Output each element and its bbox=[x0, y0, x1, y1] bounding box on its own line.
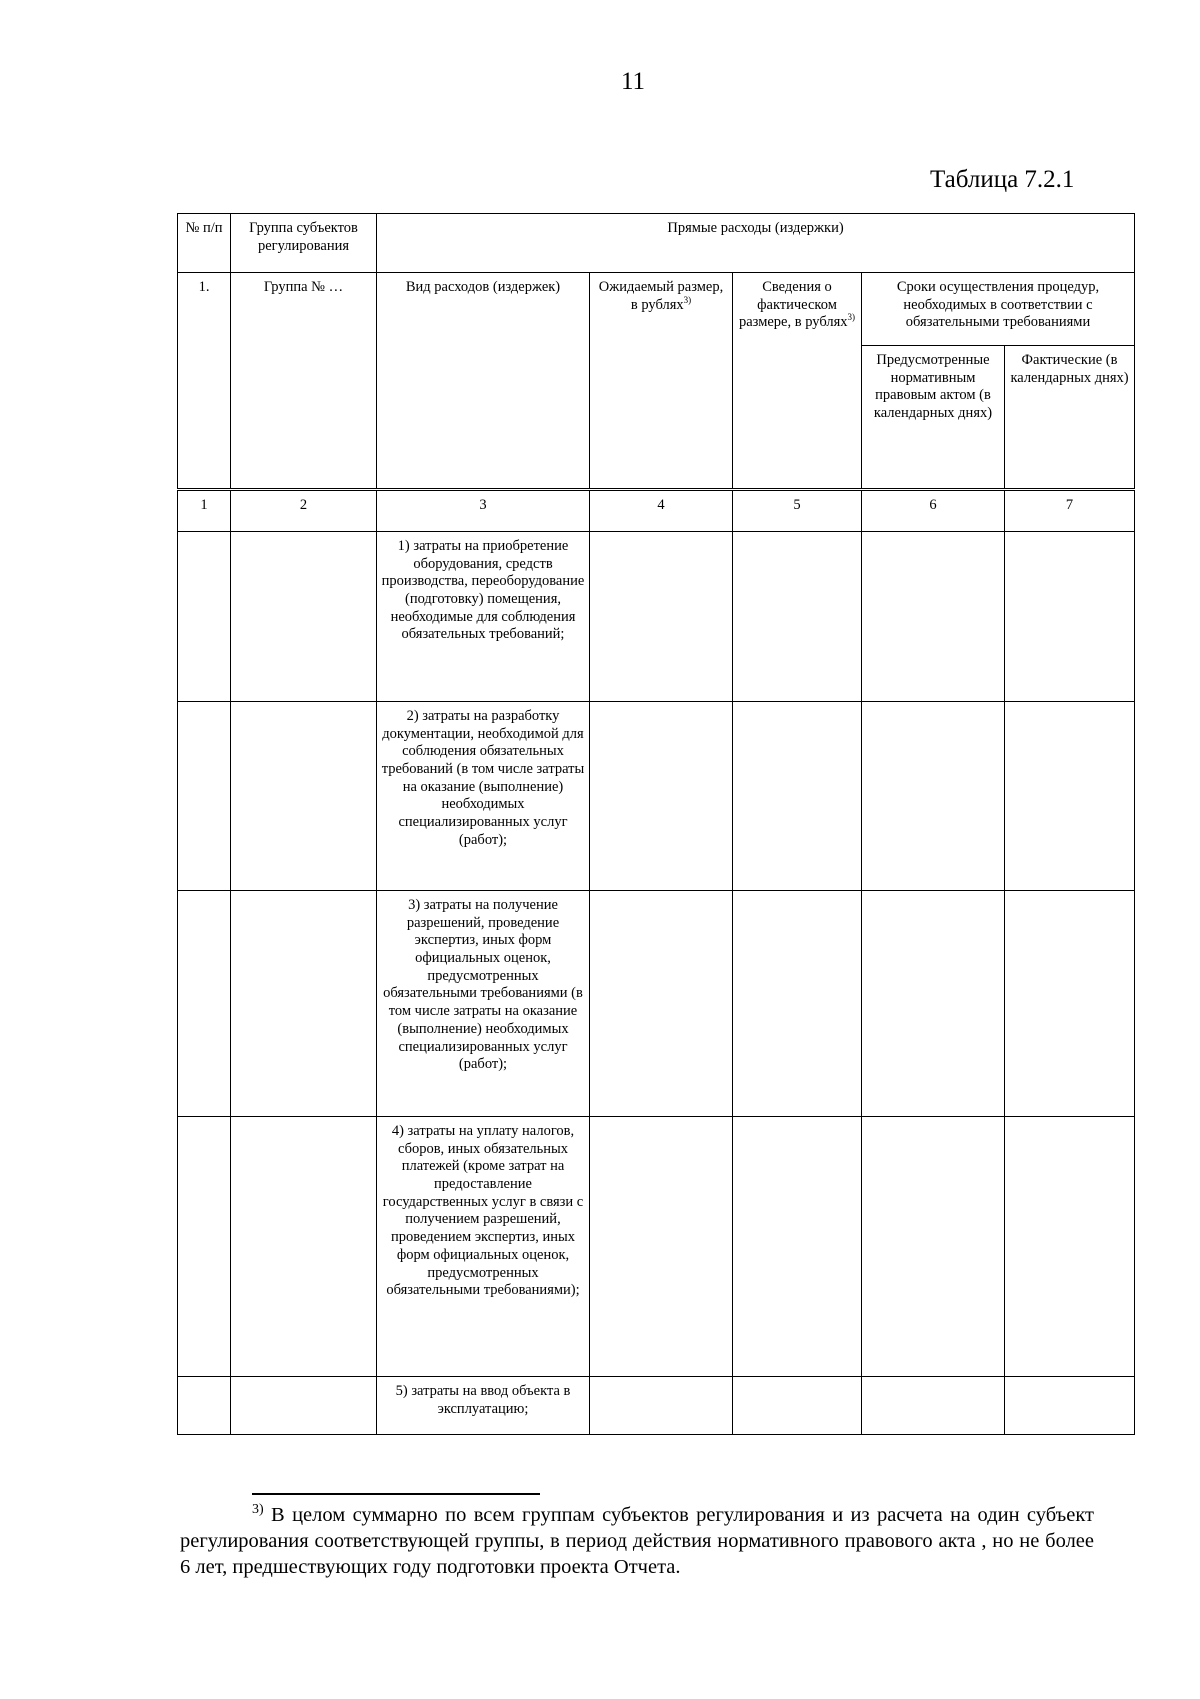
empty-cell bbox=[590, 891, 733, 1117]
column-number: 1 bbox=[178, 490, 231, 532]
expense-type-cell: 2) затраты на разработку документации, необходимой для соблюдения обязательных требований (в том числе затраты на оказание (выполнение) необходимых специализированных услуг (работ); bbox=[377, 702, 590, 891]
empty-cell bbox=[1005, 702, 1135, 891]
empty-cell bbox=[231, 891, 377, 1117]
expense-type-cell: 1) затраты на приобретение оборудования, средств производства, переоборудование (подготовку) помещения, необходимые для соблюдения обязательных требований; bbox=[377, 532, 590, 702]
footnote bbox=[180, 1502, 1094, 1581]
column-number: 3 bbox=[377, 490, 590, 532]
header-deadlines: Сроки осуществления процедур, необходимых в соответствии с обязательными требованиями bbox=[862, 273, 1135, 346]
column-number: 5 bbox=[733, 490, 862, 532]
table-row bbox=[178, 891, 1135, 1117]
empty-cell bbox=[231, 1377, 377, 1435]
empty-cell bbox=[231, 702, 377, 891]
table-row bbox=[178, 702, 1135, 891]
header-direct-costs: Прямые расходы (издержки) bbox=[377, 214, 1135, 273]
footnote-ref: 3) bbox=[683, 294, 692, 305]
empty-cell bbox=[862, 891, 1005, 1117]
header-actual-days: Фактические (в календарных днях) bbox=[1005, 346, 1135, 490]
empty-cell bbox=[862, 1377, 1005, 1435]
empty-cell bbox=[733, 1117, 862, 1377]
empty-cell bbox=[231, 1117, 377, 1377]
empty-cell bbox=[178, 1377, 231, 1435]
empty-cell bbox=[1005, 532, 1135, 702]
empty-cell bbox=[733, 1377, 862, 1435]
table-row bbox=[178, 1377, 1135, 1435]
header-planned: Предусмотренные нормативным правовым актом (в календарных днях) bbox=[862, 346, 1005, 490]
empty-cell bbox=[862, 1117, 1005, 1377]
empty-cell bbox=[1005, 1117, 1135, 1377]
header-col-num: № п/п bbox=[178, 214, 231, 273]
expense-type-cell: 5) затраты на ввод объекта в эксплуатацию; bbox=[377, 1377, 590, 1435]
column-number: 2 bbox=[231, 490, 377, 532]
header-row bbox=[178, 214, 1135, 273]
footnote-text: В целом суммарно по всем группам субъектов регулирования и из расчета на один субъект регулирования соответствующей группы, в период действия нормативного правового акта , но не более 6 лет, предшествующих году подготовки проекта Отчета. bbox=[180, 1504, 1095, 1579]
empty-cell bbox=[178, 891, 231, 1117]
empty-cell bbox=[733, 891, 862, 1117]
direct-costs-table bbox=[177, 213, 1135, 1435]
table-row bbox=[178, 1117, 1135, 1377]
empty-cell bbox=[862, 702, 1005, 891]
expense-type-cell: 3) затраты на получение разрешений, проведение экспертиз, иных форм официальных оценок, предусмотренных обязательными требованиями (в том числе затраты на оказание (выполнение) необходимых специализированных услуг (работ); bbox=[377, 891, 590, 1117]
header-row-num: 1. bbox=[178, 273, 231, 490]
header-expected-size-label: Ожидаемый размер, в рублях bbox=[598, 279, 724, 313]
header-expected-size bbox=[590, 273, 733, 490]
empty-cell bbox=[178, 1117, 231, 1377]
footnote-mark: 3) bbox=[252, 1502, 264, 1518]
header-actual-size bbox=[733, 273, 862, 490]
empty-cell bbox=[590, 1117, 733, 1377]
column-number: 4 bbox=[590, 490, 733, 532]
empty-cell bbox=[178, 532, 231, 702]
header-cost-type: Вид расходов (издержек) bbox=[377, 273, 590, 490]
empty-cell bbox=[1005, 891, 1135, 1117]
empty-cell bbox=[231, 532, 377, 702]
header-col-group: Группа субъектов регулирования bbox=[231, 214, 377, 273]
empty-cell bbox=[862, 532, 1005, 702]
column-number: 6 bbox=[862, 490, 1005, 532]
empty-cell bbox=[590, 1377, 733, 1435]
empty-cell bbox=[590, 702, 733, 891]
header-actual-size-label: Сведения о фактическом размере, в рублях bbox=[738, 279, 848, 331]
table-caption: Таблица 7.2.1 bbox=[930, 166, 1075, 193]
expense-type-cell: 4) затраты на уплату налогов, сборов, иных обязательных платежей (кроме затрат на предоставление государственных услуг в связи с получением разрешений, проведением экспертиз, иных форм официальных оценок, предусмотренных обязательными требованиями); bbox=[377, 1117, 590, 1377]
page-number: 11 bbox=[620, 68, 646, 95]
empty-cell bbox=[178, 702, 231, 891]
footnote-ref: 3) bbox=[847, 312, 856, 323]
table-row bbox=[178, 532, 1135, 702]
column-numbers-row bbox=[178, 490, 1135, 532]
column-number: 7 bbox=[1005, 490, 1135, 532]
footnote-separator bbox=[252, 1493, 540, 1495]
empty-cell bbox=[590, 532, 733, 702]
empty-cell bbox=[1005, 1377, 1135, 1435]
header-row-group: Группа № … bbox=[231, 273, 377, 490]
empty-cell bbox=[733, 702, 862, 891]
header-subrow bbox=[178, 273, 1135, 346]
empty-cell bbox=[733, 532, 862, 702]
